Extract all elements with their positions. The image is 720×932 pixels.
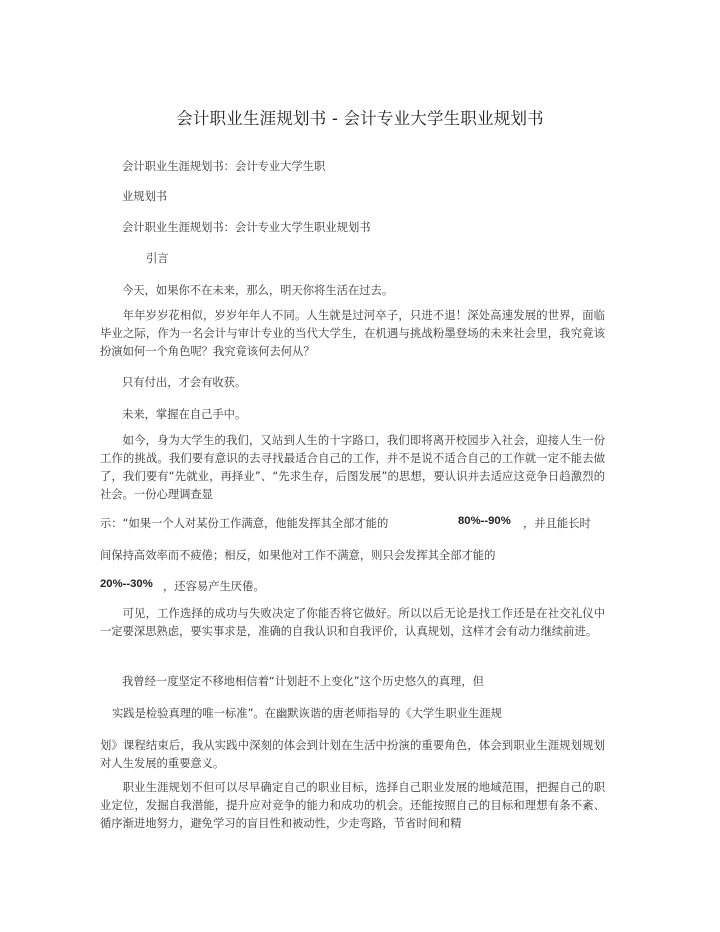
text-line: ，还容易产生厌倦。 — [163, 580, 265, 593]
subtitle-line-1: 会计职业生涯规划书：会计专业大学生职 — [122, 160, 326, 173]
text-line: 示：“如果一个人对某份工作满意，他能发挥其全部才能的 — [100, 517, 389, 530]
paragraph: 年年岁岁花相似，岁岁年年人不同。人生就是过河卒子，只进不退！深处高速发展的世界，面临毕业之际，作为一名会计与审计专业的当代大学生，在机遇与挑战粉墨登场的未来社会里，我究竟该扮演如何一个角色呢？我究竟该何去何从？ — [100, 309, 605, 358]
page-title: 会计职业生涯规划书 - 会计专业大学生职业规划书 — [176, 109, 544, 128]
section-heading-intro: 引言 — [146, 252, 169, 265]
percentage-value: 80%--90% — [458, 515, 511, 527]
text-line: 未来，掌握在自己手中。 — [122, 408, 247, 421]
paragraph: 职业生涯规划不但可以尽早确定自己的职业目标，选择自己职业发展的地域范围，把握自己的职业定位，发掘自我潜能，提升应对竞争的能力和成功的机会。还能按照自己的目标和理想有条不紊、循序渐进地努力，避免学习的盲目性和被动性，少走弯路，节省时间和精 — [100, 781, 605, 830]
percentage-value: 20%--30% — [100, 578, 153, 590]
subtitle-line-2: 业规划书 — [122, 190, 168, 203]
paragraph: 划》课程结束后，我从实践中深刻的体会到计划在生活中扮演的重要角色，体会到职业生涯规划规划对人生发展的重要意义。 — [100, 739, 605, 770]
text-line: 只有付出，才会有收获。 — [122, 376, 247, 389]
text-line: 实践是检验真理的唯一标准”。在幽默诙谐的唐老师指导的《大学生职业生涯规 — [112, 707, 502, 720]
paragraph: 如今，身为大学生的我们，又站到人生的十字路口，我们即将离开校园步入社会，迎接人生一份工作的挑战。我们要有意识的去寻找最适合自己的工作，并不是说不适合自己的工作就一定不能去做了，我们要有“先就业，再择业”、“先求生存，后图发展”的思想，要认识并去适应这竞争日趋激烈的社会。一份心理调查显 — [100, 434, 605, 501]
text-line: 我曾经一度坚定不移地相信着“计划赶不上变化”这个历史悠久的真理，但 — [122, 675, 484, 688]
paragraph: 可见，工作选择的成功与失败决定了你能否将它做好。所以以后无论是找工作还是在社交礼仪中一定要深思熟虑，要实事求是，准确的自我认识和自我评价，认真规划，这样才会有动力继续前进。 — [100, 607, 605, 638]
text-line: 今天，如果你不在未来，那么，明天你将生活在过去。 — [122, 284, 394, 297]
subtitle-line-3: 会计职业生涯规划书：会计专业大学生职业规划书 — [122, 221, 371, 234]
text-line: 间保持高效率而不疲倦；相反，如果他对工作不满意，则只会发挥其全部才能的 — [100, 549, 496, 562]
text-line: ，并且能长时 — [523, 517, 591, 530]
